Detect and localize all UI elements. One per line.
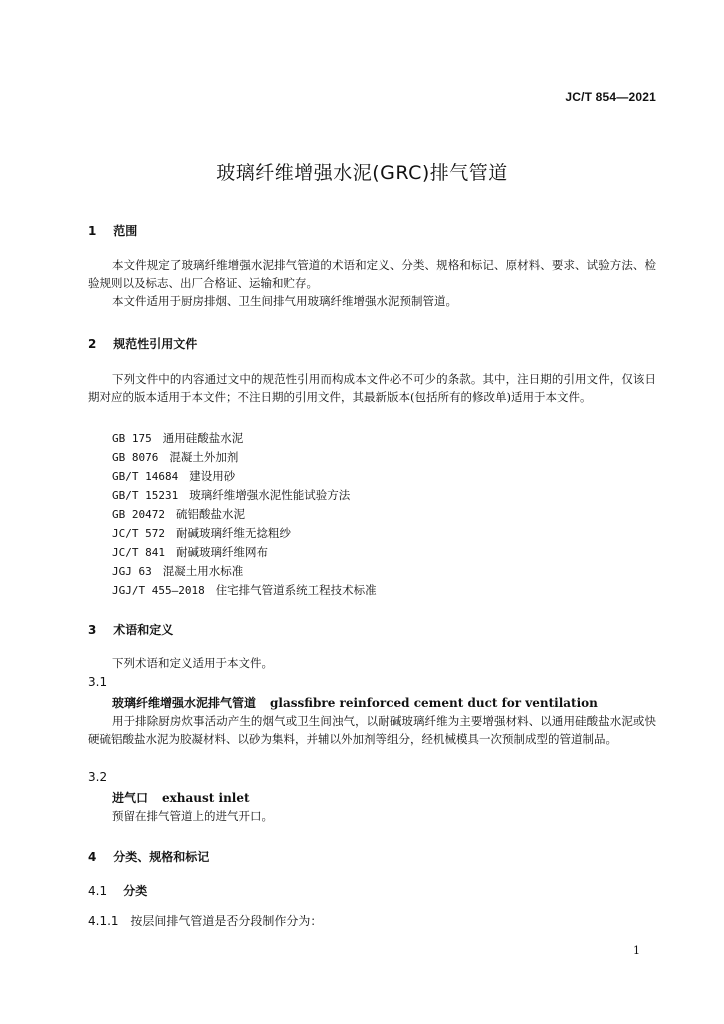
reference-code: JGJ/T 455—2018	[112, 584, 205, 597]
subsection-number: 4.1	[88, 884, 108, 898]
reference-name: 耐碱玻璃纤维网布	[175, 545, 268, 559]
reference-name: 混凝土用水标准	[162, 564, 244, 578]
section-title: 规范性引用文件	[113, 337, 198, 351]
normative-reference-list	[112, 429, 377, 600]
section-3-heading	[88, 621, 173, 638]
terms-intro: 下列术语和定义适用于本文件。	[112, 656, 273, 670]
section-number: 1	[88, 224, 97, 238]
reference-code: GB 8076	[112, 451, 159, 464]
section-title: 范围	[113, 224, 138, 238]
section-number: 3	[88, 623, 97, 637]
scope-paragraph-1: 本文件规定了玻璃纤维增强水泥排气管道的术语和定义、分类、规格和标记、原材料、要求、试验方法、检验规则以及标志、出厂合格证、运输和贮存。	[88, 258, 656, 290]
section-2-heading	[88, 335, 197, 352]
section-title: 分类、规格和标记	[113, 850, 210, 864]
term-heading	[112, 694, 598, 711]
term-chinese: 玻璃纤维增强水泥排气管道	[112, 696, 257, 710]
reference-code: GB 20472	[112, 508, 165, 521]
term-chinese: 进气口	[112, 791, 149, 805]
section-1-heading	[88, 222, 137, 239]
reference-item	[112, 448, 377, 467]
reference-item	[112, 467, 377, 486]
reference-code: GB/T 15231	[112, 489, 179, 502]
section-number: 4	[88, 850, 97, 864]
reference-code: JC/T 572	[112, 527, 165, 540]
section-4-heading	[88, 848, 209, 865]
term-number: 3.2	[88, 770, 108, 784]
term-definition: 预留在排气管道上的进气开口。	[112, 809, 273, 823]
section-title: 术语和定义	[113, 623, 174, 637]
page-number: 1	[633, 944, 640, 957]
reference-name: 混凝土外加剂	[169, 450, 239, 464]
reference-item	[112, 543, 377, 562]
reference-name: 硫铝酸盐水泥	[175, 507, 245, 521]
term-english: glassfibre reinforced cement duct for ventilation	[270, 696, 598, 710]
reference-code: JC/T 841	[112, 546, 165, 559]
reference-item	[112, 505, 377, 524]
reference-code: GB/T 14684	[112, 470, 179, 483]
reference-item	[112, 429, 377, 448]
subsection-4-1-heading	[88, 882, 147, 899]
reference-name: 建设用砂	[189, 469, 236, 483]
reference-name: 住宅排气管道系统工程技术标准	[215, 583, 377, 597]
section-number: 2	[88, 337, 97, 351]
reference-name: 玻璃纤维增强水泥性能试验方法	[189, 488, 351, 502]
clause-4-1-1	[88, 912, 322, 929]
reference-code: GB 175	[112, 432, 152, 445]
normative-references-intro: 下列文件中的内容通过文中的规范性引用而构成本文件必不可少的条款。其中，注日期的引用文件，仅该日期对应的版本适用于本文件；不注日期的引用文件，其最新版本(包括所有的修改单)适用于本文件。	[88, 372, 656, 404]
term-number: 3.1	[88, 675, 108, 689]
term-definition: 用于排除厨房炊事活动产生的烟气或卫生间浊气，以耐碱玻璃纤维为主要增强材料、以通用硅酸盐水泥或快硬硫铝酸盐水泥为胶凝材料、以砂为集料，并辅以外加剂等组分，经机械模具一次预制成型的管道制品。	[88, 714, 656, 746]
reference-item	[112, 486, 377, 505]
reference-code: JGJ 63	[112, 565, 152, 578]
reference-name: 通用硅酸盐水泥	[162, 431, 244, 445]
document-title: 玻璃纤维增强水泥(GRC)排气管道	[216, 162, 508, 184]
reference-item	[112, 524, 377, 543]
clause-number: 4.1.1	[88, 914, 119, 928]
reference-item	[112, 562, 377, 581]
reference-item	[112, 581, 377, 600]
document-code: JC/T 854—2021	[565, 90, 656, 104]
subsection-title: 分类	[123, 884, 148, 898]
term-heading	[112, 789, 250, 806]
scope-paragraph-2: 本文件适用于厨房排烟、卫生间排气用玻璃纤维增强水泥预制管道。	[112, 294, 457, 308]
reference-name: 耐碱玻璃纤维无捻粗纱	[175, 526, 291, 540]
term-english: exhaust inlet	[162, 791, 250, 805]
clause-text: 按层间排气管道是否分段制作分为：	[130, 914, 323, 928]
